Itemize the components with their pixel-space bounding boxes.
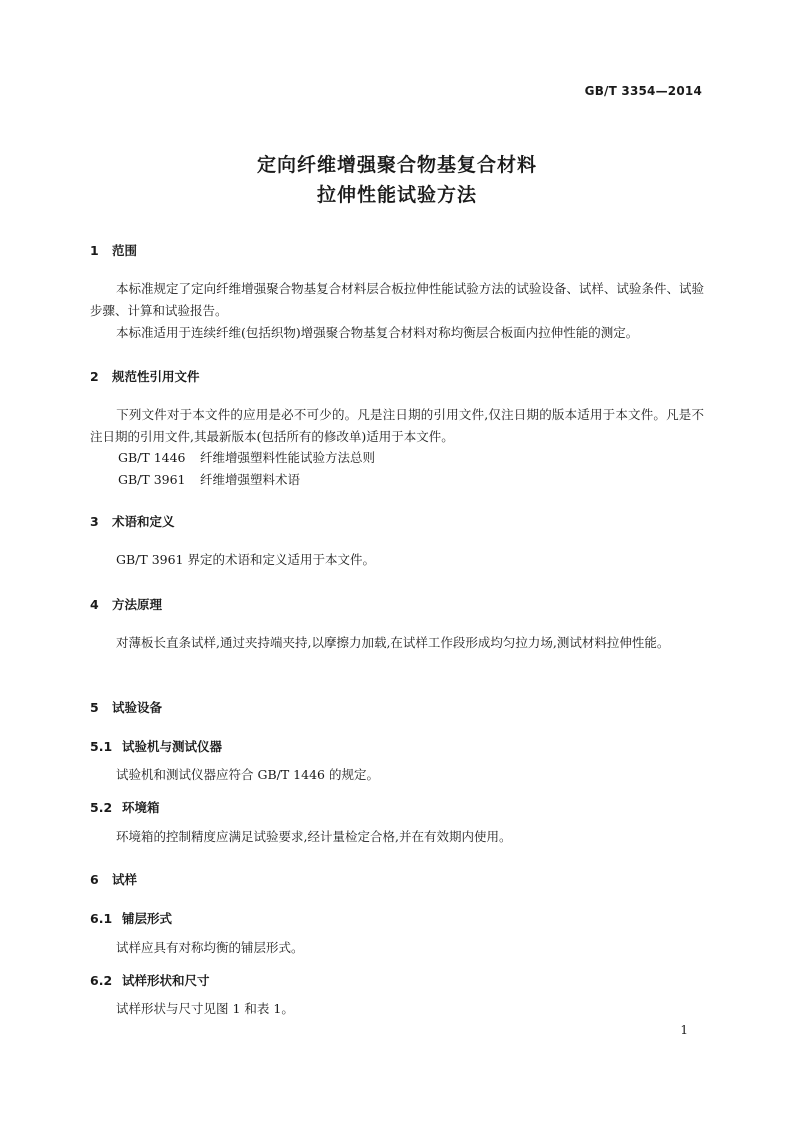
reference-item: GB/T 3961 纤维增强塑料术语	[118, 472, 301, 487]
section-5-2-paragraph: 环境箱的控制精度应满足试验要求,经计量检定合格,并在有效期内使用。	[116, 829, 512, 844]
section-1-heading: 1 范围	[90, 243, 138, 258]
section-3-heading: 3 术语和定义	[90, 514, 175, 529]
page-number: 1	[680, 1023, 688, 1037]
section-5-2-heading: 5.2 环境箱	[90, 800, 160, 815]
section-3-paragraph: GB/T 3961 界定的术语和定义适用于本文件。	[116, 552, 375, 567]
section-1-paragraph-2: 本标准适用于连续纤维(包括织物)增强聚合物基复合材料对称均衡层合板面内拉伸性能的测定。	[116, 325, 639, 340]
document-title-line1: 定向纤维增强聚合物基复合材料	[256, 154, 537, 176]
section-5-heading: 5 试验设备	[90, 700, 163, 715]
section-5-1-heading: 5.1 试验机与测试仪器	[90, 739, 223, 754]
reference-item: GB/T 1446 纤维增强塑料性能试验方法总则	[118, 450, 376, 465]
section-6-heading: 6 试样	[90, 872, 138, 887]
section-6-2-paragraph: 试样形状与尺寸见图 1 和表 1。	[116, 1001, 294, 1016]
document-title-line2: 拉伸性能试验方法	[316, 184, 477, 206]
section-4-paragraph: 对薄板长直条试样,通过夹持端夹持,以摩擦力加载,在试样工作段形成均匀拉力场,测试材料拉伸性能。	[116, 635, 670, 650]
section-2-paragraph: 下列文件对于本文件的应用是必不可少的。凡是注日期的引用文件,仅注日期的版本适用于本文件。凡是不注日期的引用文件,其最新版本(包括所有的修改单)适用于本文件。	[90, 407, 704, 444]
section-4-heading: 4 方法原理	[90, 597, 163, 612]
section-2-heading: 2 规范性引用文件	[90, 369, 200, 384]
section-6-1-heading: 6.1 铺层形式	[90, 911, 173, 926]
section-6-2-heading: 6.2 试样形状和尺寸	[90, 973, 210, 988]
section-6-1-paragraph: 试样应具有对称均衡的铺层形式。	[116, 940, 304, 955]
standard-code: GB/T 3354—2014	[584, 84, 702, 98]
section-1-paragraph-1: 本标准规定了定向纤维增强聚合物基复合材料层合板拉伸性能试验方法的试验设备、试样、试验条件、试验步骤、计算和试验报告。	[90, 281, 704, 318]
section-5-1-paragraph: 试验机和测试仪器应符合 GB/T 1446 的规定。	[116, 767, 379, 782]
